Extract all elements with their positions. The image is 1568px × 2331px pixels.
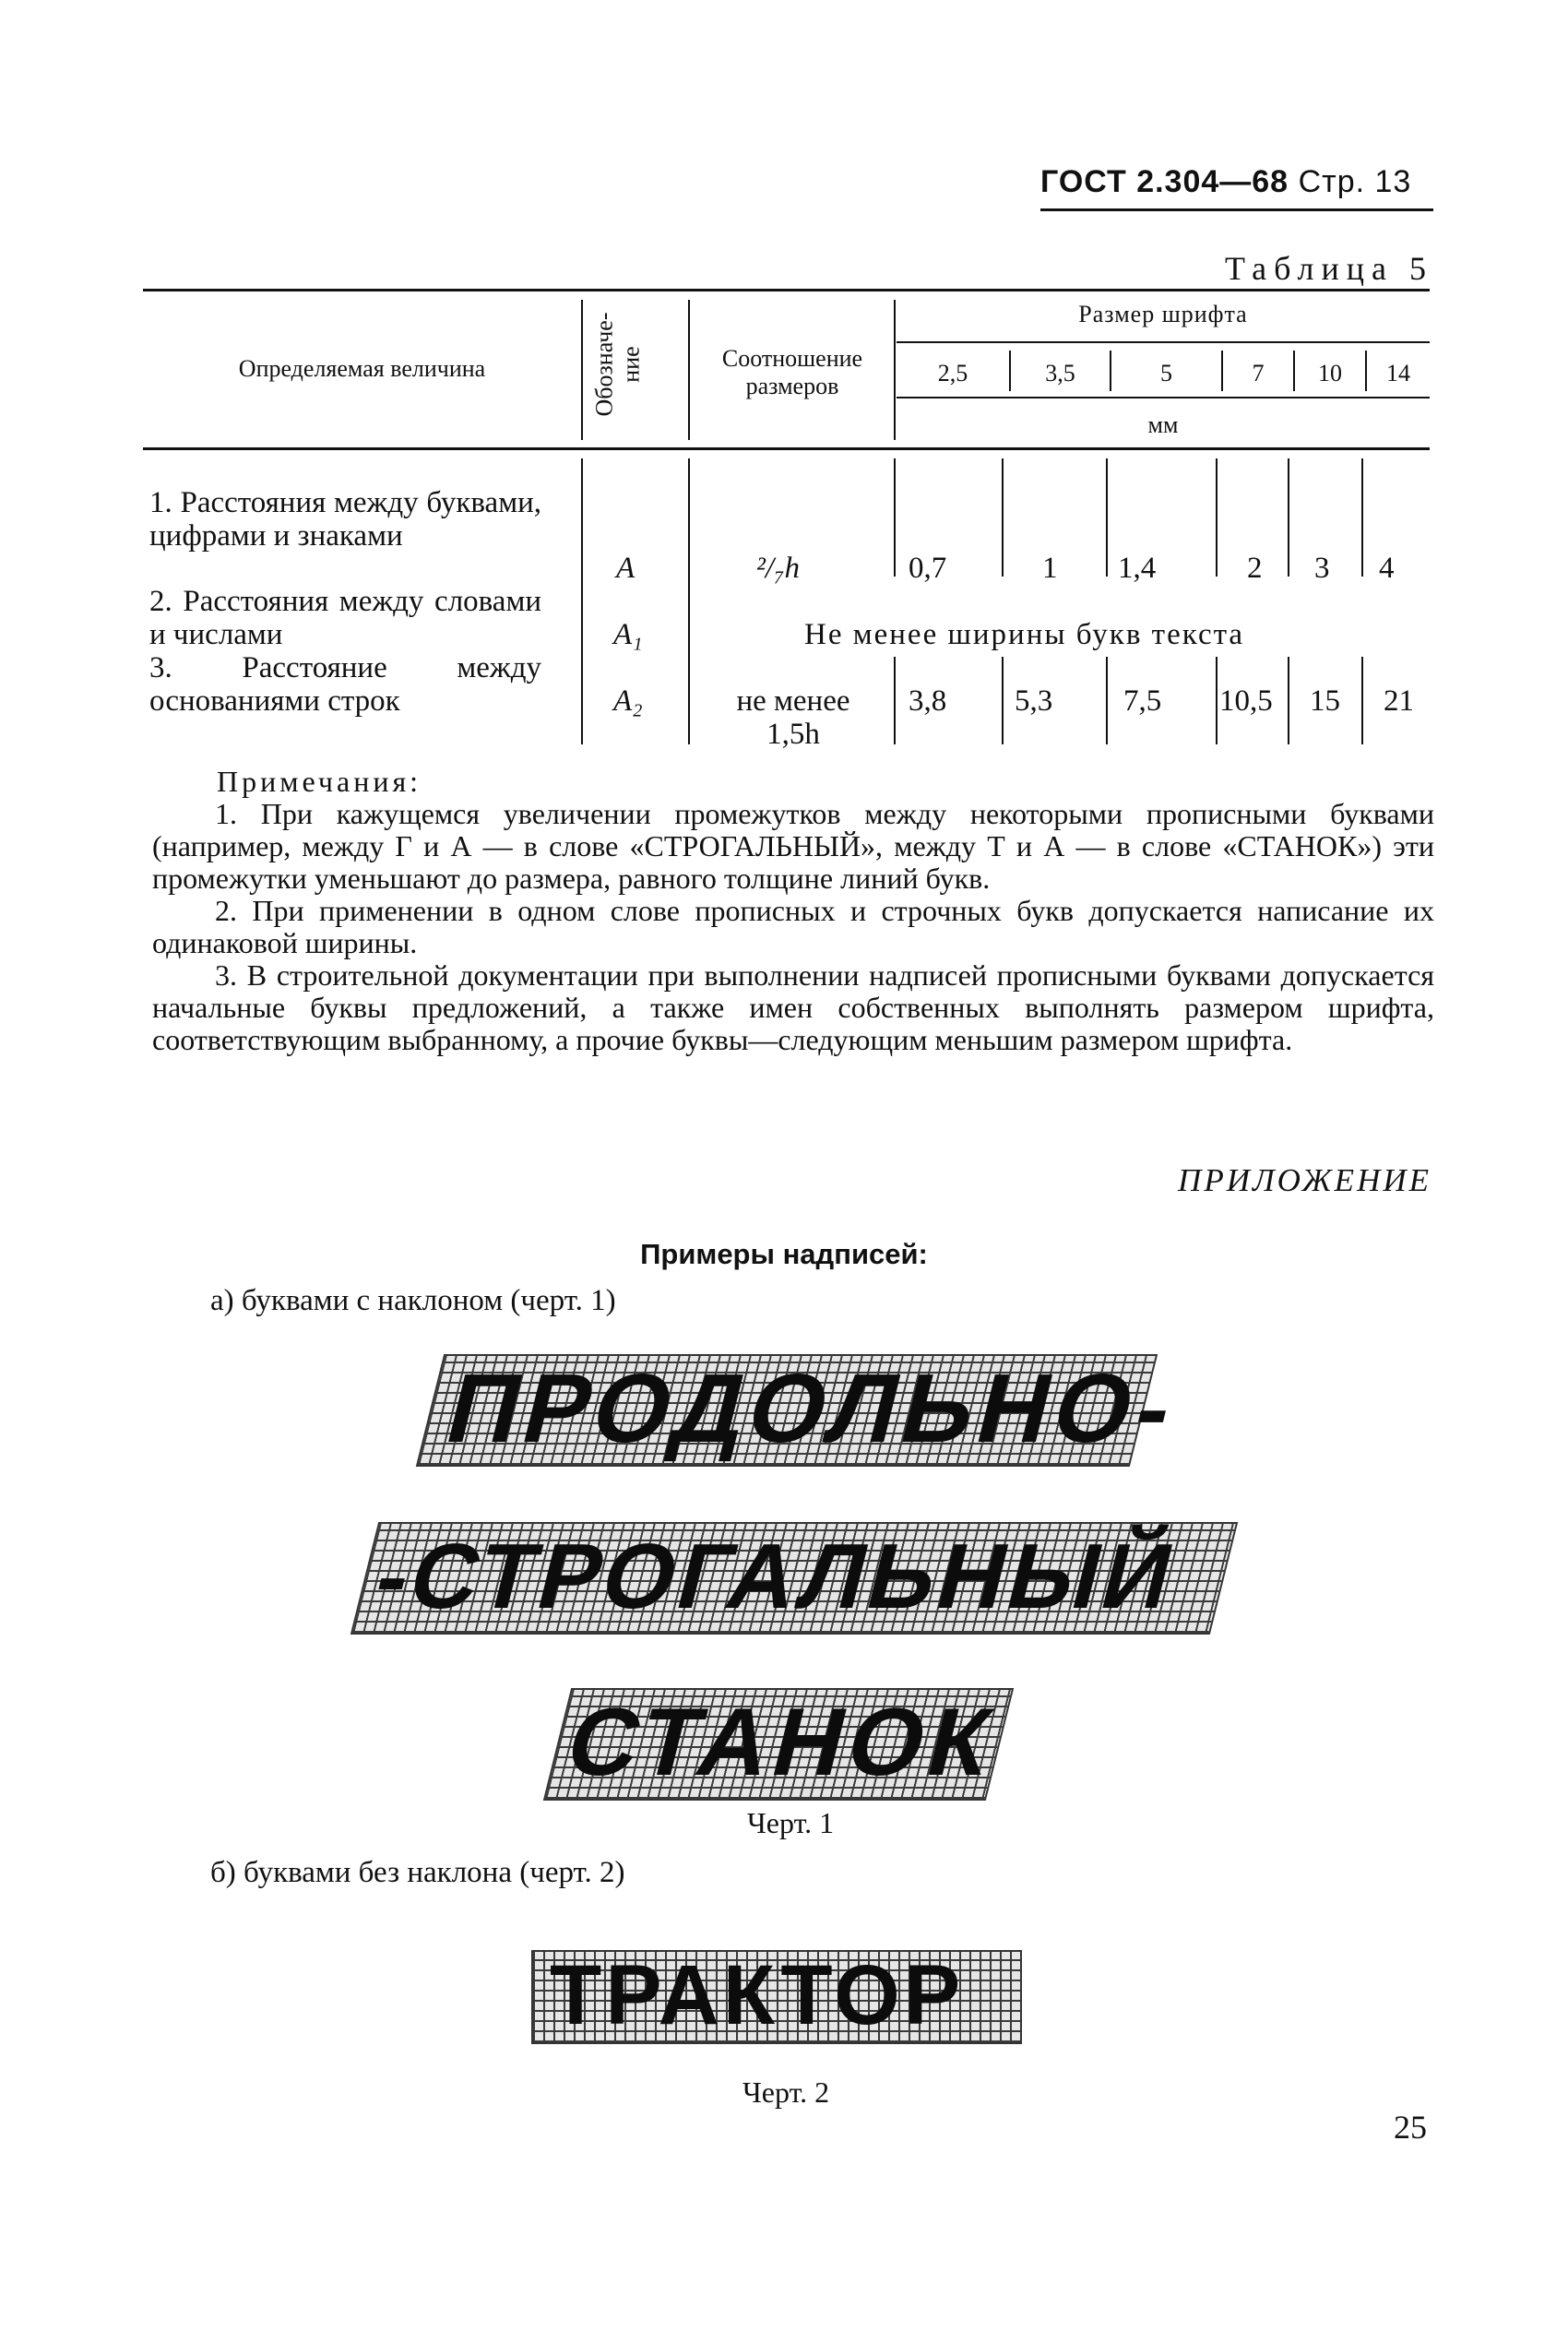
header-bottom-rule xyxy=(143,447,1430,450)
sizes-rule xyxy=(897,397,1430,398)
row-3-ratio: не менее 1,5h xyxy=(736,684,850,751)
note-item: 2. При применении в одном слове прописных и строчных букв допускается написание их одинаковой ширины. xyxy=(152,894,1434,959)
row-1-value: 2 xyxy=(1247,552,1263,585)
row-1-designation: A xyxy=(616,552,636,585)
row-1-ratio: ²/₇h xyxy=(756,552,801,585)
row-2-designation: A₁ xyxy=(613,618,643,651)
row-3-value: 10,5 xyxy=(1219,684,1273,718)
row-3-value: 15 xyxy=(1310,684,1340,718)
note-item: 1. При кажущемся увеличении промежутков между некоторыми прописными буквами (например, между Г и А — в слове «СТРОГАЛЬНЫЙ», между Т и А — в слове «СТАНОК») эти промежутки уменьшают до размера, равного толщине линий букв. xyxy=(152,797,1434,895)
table-top-rule xyxy=(143,289,1430,291)
size-header: 7 xyxy=(1252,360,1265,387)
examples-title: Примеры надписей: xyxy=(640,1238,928,1270)
page-label: Стр. 13 xyxy=(1298,164,1412,199)
page-number: 25 xyxy=(1394,2109,1427,2146)
row-1-value: 4 xyxy=(1379,552,1395,585)
row-1-quantity: 1. Расстояния между буквами, цифрами и знаками xyxy=(149,486,541,553)
row-3-value: 21 xyxy=(1384,684,1414,718)
font-size-rule xyxy=(897,341,1430,343)
figure-1-caption: Черт. 1 xyxy=(747,1806,835,1839)
row-2-span-text: Не менее ширины букв текста xyxy=(804,618,1245,651)
row-3-quantity: 3. Расстояние между основаниями строк xyxy=(149,651,541,718)
row-1-value: 3 xyxy=(1314,552,1330,585)
row-1-value: 1 xyxy=(1042,552,1058,585)
notes xyxy=(152,766,1434,1056)
slanted-word: -СТРОГАЛЬНЫЙ xyxy=(365,1525,1188,1628)
row-1-value: 1,4 xyxy=(1118,552,1157,585)
size-header: 3,5 xyxy=(1045,360,1075,387)
table-caption: Таблица 5 xyxy=(1225,250,1433,287)
subtitle-slanted: а) буквами с наклоном (черт. 1) xyxy=(210,1284,616,1317)
slanted-word: СТАНОК xyxy=(556,1689,1008,1796)
note-item: 3. В строительной документации при выполнении надписей прописными буквами допускается начальные буквы предложений, а также имен собственных выполнять размером шрифта, соответствующим выбранному, а прочие буквы—следующим меньшим размером шрифта. xyxy=(152,958,1434,1056)
row-2-quantity: 2. Расстояния между словами и числами xyxy=(149,585,541,651)
row-3-value: 3,8 xyxy=(909,684,947,718)
figure-2-caption: Черт. 2 xyxy=(742,2075,830,2109)
standard-code: ГОСТ 2.304—68 xyxy=(1040,164,1289,199)
row-3-value: 7,5 xyxy=(1123,684,1162,718)
upright-word: ТРАКТОР xyxy=(550,1948,965,2042)
size-header: 5 xyxy=(1160,360,1172,387)
row-3-designation: A₂ xyxy=(613,684,643,718)
row-3-value: 5,3 xyxy=(1015,684,1053,718)
col-header-quantity: Определяемая величина xyxy=(238,355,486,382)
size-header: 14 xyxy=(1386,360,1410,387)
col-header-ratio: Соотношение размеров xyxy=(721,345,863,399)
notes-title: Примечания: xyxy=(217,765,422,798)
size-header: 2,5 xyxy=(937,360,968,387)
page-header xyxy=(1040,164,1411,200)
header-rule xyxy=(1040,208,1433,211)
unit-label: мм xyxy=(1147,411,1179,438)
col-header-font-size: Размер шрифта xyxy=(1078,301,1248,327)
appendix-title: ПРИЛОЖЕНИЕ xyxy=(1178,1162,1431,1198)
subtitle-upright: б) буквами без наклона (черт. 2) xyxy=(210,1856,625,1889)
row-1-value: 0,7 xyxy=(909,552,947,585)
col-header-designation: Обозначе- ние xyxy=(590,312,644,417)
slanted-word: ПРОДОЛЬНО- xyxy=(436,1354,1190,1463)
size-header: 10 xyxy=(1318,360,1342,387)
